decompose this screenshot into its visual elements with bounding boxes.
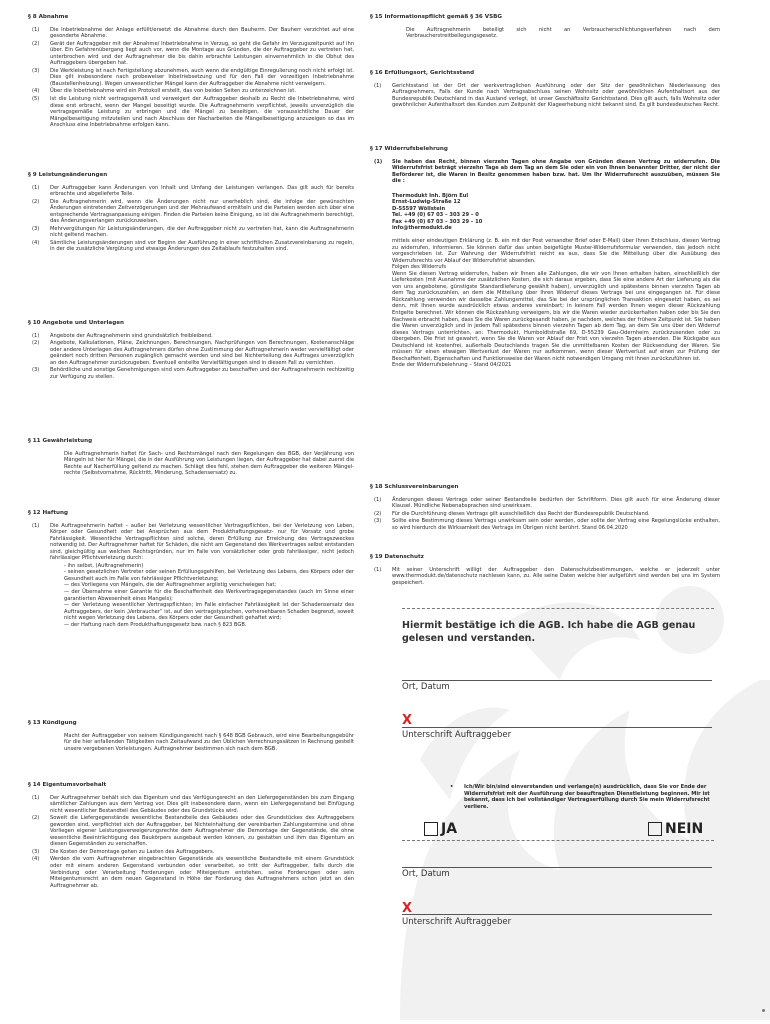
clause-number: (2) xyxy=(32,815,40,822)
clause-text: Der Auftraggeber kann Änderungen von Inhalt und Umfang der Leistungen verlangen. Das gilt auch für bereits erbrachte und abgelieferte Teile. xyxy=(50,184,354,198)
ja-option[interactable] xyxy=(424,822,457,836)
address-phone: Tel. +49 (0) 67 03 – 303 29 – 0 xyxy=(392,212,479,219)
section-title: § 15 Informationspflicht gemäß § 36 VSBG xyxy=(370,14,502,20)
page-dot xyxy=(762,1009,765,1012)
withdrawal-consequences-heading: Folgen des Widerrufs xyxy=(392,264,447,271)
clause-number: (2) xyxy=(32,340,40,347)
signature-line[interactable] xyxy=(402,727,712,728)
section-title: § 11 Gewährleistung xyxy=(28,438,93,444)
withdrawal-consequences-text: Wenn Sie diesen Vertrag widerrufen, haben wir Ihnen alle Zahlungen, die wir von Ihnen erhalten haben, einschließlich der Lieferkosten (mit Ausnahme der zusätzlichen Kosten, die sich daraus ergeben, dass Sie eine andere Art der Lieferung als die von uns angebotene, günstigste Standardlieferung gewählt haben), unverzüglich und spätestens binnen vierzehn Tagen ab dem Tag zurückzuzahlen, an dem die Mitteilung über Ihren Widerruf dieses Vertrags bei uns eingegangen ist. Für diese Rückzahlung verwenden wir dasselbe Zahlungsmittel, das Sie bei der ursprünglichen Transaktion eingesetzt haben, es sei denn, mit Ihnen wurde ausdrücklich etwas anderes vereinbart; in keinem Fall werden Ihnen wegen dieser Rückzahlung Entgelte berechnet. Wir können die Rückzahlung verweigern, bis wir die Waren wieder zurückerhalten haben oder bis Sie den Nachweis erbracht haben, dass Sie die Waren zurückgesandt haben, je nachdem, welches der frühere Zeitpunkt ist. Sie haben die Waren unverzüglich und in jedem Fall spätestens binnen vierzehn Tagen ab dem Tag, an dem Sie uns über den Widerruf dieses Vertrags unterrichten, an: Thermodukt, Humboldtstraße 69, D-55239 Gau-Odernheim zurückzusenden oder zu übergeben. Die Frist ist gewahrt, wenn Sie die Waren vor Ablauf der Frist von vierzehn Tagen absenden. Die Rückgabe aus Deutschland ist kostenfrei, außerhalb Deutschlands tragen Sie die unmittelbaren Kosten der Rücksendung der Waren. Sie müssen für einen etwaigen Wertverlust der Waren nur aufkommen, wenn dieser Wertverlust auf einen zur Prüfung der Beschaffenheit, Eigenschaften und Funktionsweise der Waren nicht notwendigen Umgang mit ihnen zurückzuführen ist. xyxy=(392,270,720,362)
withdrawal-intro: Sie haben das Recht, binnen vierzehn Tagen ohne Angabe von Gründen diesen Vertrag zu widerrufen. Die Widerrufsfrist beträgt vierzehn Tage ab dem Tag an dem Sie oder ein von Ihnen benannter Dritter, der nicht der Beförderer ist, die Waren in Besitz genommen haben bzw. hat. Um Ihr Widerrufsrecht auszuüben, müssen Sie die : xyxy=(392,158,720,185)
clause-text: Die Inbetriebnahme der Anlage erfüllt/ersetzt die Abnahme durch den Bauherrn. Der Bauherr verzichtet auf eine gesonderte Abnahme. xyxy=(50,26,354,40)
clause-number: (3) xyxy=(32,848,40,855)
section-16-gerichtsstand xyxy=(370,70,720,110)
clause-number: (1) xyxy=(32,794,40,801)
liability-line: — des Vorliegens von Mängeln, die der Auftragnehmer arglistig verschwiegen hat; xyxy=(64,582,277,589)
clause xyxy=(28,815,354,848)
section-10-angebote xyxy=(28,320,354,381)
liability-lines xyxy=(28,563,354,628)
clause xyxy=(28,856,354,889)
clause-number: (5) xyxy=(32,96,40,103)
section-text: Macht der Auftraggeber von seinem Kündigungsrecht nach § 648 BGB Gebrauch, wird eine Bearbeitungsgebühr für die hier anfallenden Tätigkeiten nach Zeitaufwand zu den Üblichen Verrechnungssätzen in Rechnung gestellt unsere vergebenen Vorleistungen. Auftragnehmer bestimmen sich nach dem BGB. xyxy=(64,732,354,752)
clause-text: Die Kosten der Demontage gehen zu Lasten des Auftraggebers. xyxy=(50,848,215,855)
section-text: Die Auftragnehmerin beteiligt sich nicht an Verbraucherschlichtungsverfahren nach dem Verbraucherstreitbeilegungsgesetz. xyxy=(406,26,720,40)
section-11-gewaehrleistung xyxy=(28,438,354,477)
clause-number: (3) xyxy=(32,225,40,232)
section-8-abnahme xyxy=(28,14,354,130)
signature-x-icon: X xyxy=(402,713,413,728)
withdrawal-end: Ende der Widerrufsbelehrung – Stand 04/2021 xyxy=(392,362,512,369)
ja-label: JA xyxy=(441,821,458,837)
section-18-schlussvereinbarungen xyxy=(370,484,720,532)
clause xyxy=(28,27,354,40)
withdrawal-body xyxy=(392,159,720,369)
clause xyxy=(28,199,354,225)
signature-line-2[interactable] xyxy=(402,914,712,915)
ort-datum-label-2: Ort, Datum xyxy=(402,869,450,879)
clause-text: Mit seiner Unterschrift willigt der Auftraggeber den Datenschutzbestimmungen, welche er jederzeit unter www.thermodukt.de/datenschutz nachlesen kann, zu. Alle seine Daten welche hier aufgeführt sind werden bei uns im System gespeichert. xyxy=(392,566,720,586)
address-fax: Fax +49 (0) 67 03 – 303 29 – 10 xyxy=(392,218,483,225)
clause xyxy=(28,88,354,95)
clause-text: Soweit die Liefergegenstände wesentliche Bestandteile des Gebäudes oder des Grundstückes des Auftraggebers geworden sind, verpflichtet sich der Auftraggeber, bei Nichteinhaltung der vereinbarten Zahlungstermine und ohne Vorliegen eigener Leistungsverweigerungsrechte dem Auftragnehmer die Demontage der Gegenstände, die ohne wesentliche Beeinträchtigung des Baukörpers ausgebaut werden können, zu gestatten und ihm das Eigentum an diesen Gegenständen zu verschaffen. xyxy=(50,815,354,848)
signature-label-2: Unterschrift Auftraggeber xyxy=(402,917,512,927)
clause-number: (1) xyxy=(374,496,382,503)
section-19-datenschutz xyxy=(370,554,720,587)
clause xyxy=(370,567,720,587)
clause-text: Sämtliche Leistungsänderungen sind vor Beginn der Ausführung in einer schriftlichen Zusatzvereinbarung zu regeln, in der die zusätzliche Vergütung und etwaige Änderungen des Zeitablaufs festzuhalten sind. xyxy=(50,239,354,253)
clause-number: (1) xyxy=(32,332,40,339)
section-title: § 14 Eigentumsvorbehalt xyxy=(28,782,107,788)
section-title: § 18 Schlussvereinbarungen xyxy=(370,484,459,490)
clause xyxy=(28,340,354,366)
clause-text: Die Werkleistung ist nach Fertigstellung abzunehmen, auch wenn die endgültige Einregulierung noch nicht erfolgt ist. Dies gilt insbesondere nach probeweiser Inbetriebsetzung und für den Fall der vorzeitigen Inbetriebnahme (Baustellenheizung). Wegen unwesentlicher Mängel kann der Auftraggeber die Abnahme nicht verweigern. xyxy=(50,67,354,87)
clause-text: Behördliche und sonstige Genehmigungen sind vom Auftraggeber zu beschaffen und der Auftragnehmerin rechtzeitig zur Verfügung zu stellen. xyxy=(50,367,354,380)
clause xyxy=(28,240,354,253)
clause-text: Gerät der Auftraggeber mit der Abnahme/ Inbetriebnahme in Verzug, so geht die Gefahr im Verzugszeitpunkt auf ihn über. Ein Gefahrenübergang liegt auch vor, wenn die Montage aus Gründen, die der Auftraggeber zu vertreten hat, unterbrochen wird und der Auftragnehmer die bis dahin erbrachte Leistungen einvernehmlich in die Obhut des Auftraggebers übergeben hat. xyxy=(50,40,354,67)
liability-line: - ihn selbst, (Auftragnehmerin) xyxy=(64,562,144,569)
clause xyxy=(28,226,354,239)
section-14-eigentumsvorbehalt xyxy=(28,782,354,890)
company-address xyxy=(392,193,720,232)
clause-number: (1) xyxy=(374,82,382,89)
signature-x-icon: X xyxy=(402,901,413,916)
clause-number: (2) xyxy=(32,40,40,47)
consent-statement xyxy=(450,784,710,810)
ort-datum-label: Ort, Datum xyxy=(402,682,450,692)
divider xyxy=(402,608,714,609)
clause-text: Sollte eine Bestimmung dieses Vertrags unwirksam sein oder werden, oder sollte der Vertrag eine Regelungslücke enthalten, so wird hierdurch die Wirksamkeit des Vertrags im Übrigen nicht berührt. Stand 06.04.2020 xyxy=(392,518,720,531)
clause-text: Gerichtsstand ist der Ort der werkvertraglichen Ausführung oder der Sitz der gewöhnlichen Niederlassung des Auftragnehmers, Falls der Kunde nach Vertragsabschluss seinen Wohnsitz oder gewöhnlichen Aufenthaltsort aus der Bundesrepublik Deutschland in das Ausland verlegt, ist unser Geschäftssitz Gerichtsstand. Dies gilt auch, falls Wohnsitz oder gewöhnlicher Aufenthaltsort des Kunden zum Zeitpunkt der Klageerhebung nicht bekannt sind. Es gilt bundesdeutsches Recht. xyxy=(392,82,720,109)
ort-datum-line-2[interactable] xyxy=(402,867,712,868)
liability-line: — der Verletzung wesentlicher Vertragspflichten; im Falle einfacher Fahrlässigkeit ist der Schadensersatz des Auftraggebers, der kein „Verbraucher“ ist, auf den vertragstypischen, vorhersehbaren Schaden begrenzt, soweit nicht wegen Verletzung des Lebens, des Körpers oder der Gesundheit gehaftet wird; xyxy=(64,602,354,622)
liability-line: — der Haftung nach dem Produkthaftungsgesetz bzw. nach § 823 BGB. xyxy=(64,621,247,628)
section-title: § 8 Abnahme xyxy=(28,14,69,20)
clause-number: (4) xyxy=(32,88,40,95)
clause-number: (4) xyxy=(32,856,40,863)
section-12-haftung xyxy=(28,510,354,628)
consent-text: Ich/Wir bin/sind einverstanden und verlange(n) ausdrücklich, dass Sie vor Ende der Widerrufsfrist mit der Ausführung der beauftragten Dienstleistung beginnen. Mir ist bekannt, dass ich bei vollständiger Vertragserfüllung durch Sie mein Widerrufsrecht verliere. xyxy=(464,784,710,810)
clause-text: Für die Durchführung dieses Vertrags gilt ausschließlich das Recht der Bundesrepublik Deutschland. xyxy=(392,510,650,517)
clause-text: Über die Inbetriebnahme wird ein Protokoll erstellt, das von beiden Seiten zu unterzeichnen ist. xyxy=(50,88,296,95)
clause-number: (3) xyxy=(32,367,40,374)
ort-datum-line[interactable] xyxy=(402,680,712,681)
clause-number: (1) xyxy=(32,522,40,529)
clause-number: (1) xyxy=(32,184,40,191)
clause xyxy=(370,518,720,531)
section-title: § 17 Widerrufsbelehrung xyxy=(370,146,448,152)
clause xyxy=(28,96,354,129)
liability-line: — der Übernahme einer Garantie für die Beschaffenheit des Werkvertragsgegenstandes (auch im Sinne einer garantierten Abwesenheit eines Mangels); xyxy=(64,589,354,602)
section-title: § 12 Haftung xyxy=(28,510,69,516)
clause-number: (1) xyxy=(374,158,383,165)
clause-text: Werden die vom Auftragnehmer eingebrachten Gegenstände als wesentliche Bestandteile mit einem Grundstück oder mit einem anderen Gegenstand verbunden oder verarbeitet, so tritt der Auftraggeber, falls durch die Verbindung oder Verarbeitung Forderungen oder Miteigentum entstehen, seine Forderungen oder sein Miteigentumsrecht an dem neuen Gegenstand in Höhe der Forderung des Auftragnehmers schon jetzt an den Auftragnehmer ab. xyxy=(50,856,354,889)
clause-text: Die Auftragnehmerin wird, wenn die Änderungen nicht nur unerheblich sind, die infolge der gewünschten Änderungen eintretenden Zeitverzögerungen und der Mehraufwand ermitteln und die Parteien werden sich über eine entsprechende Vertragsanpassung einigen. Finden die Parteien keine Einigung, so ist die Auftragnehmerin berechtigt, das Änderungsverlangen zurückzuweisen. xyxy=(50,198,354,225)
address-line: D-55597 Wöllstein xyxy=(392,205,446,212)
liability-line: - seinen gesetzlichen Vertreter oder seinen Erfüllungsgehilfen, bei Verletzung des Lebens, des Körpers oder der Gesundheit auch im Falle von fahrlässiger Pflichtverletzung; xyxy=(64,569,354,582)
address-email: info@thermodukt.de xyxy=(392,225,452,232)
clause-number: (4) xyxy=(32,239,40,246)
section-title: § 10 Angebote und Unterlagen xyxy=(28,320,124,326)
clause-text: Angebote der Auftragnehmerin sind grundsätzlich freibleibend. xyxy=(50,332,213,339)
agb-confirmation: Hiermit bestätige ich die AGB. Ich habe die AGB genau gelesen und verstanden. xyxy=(402,620,696,644)
clause-text: Änderungen dieses Vertrags oder seiner Bestandteile bedürfen der Schriftform. Dies gilt auch für eine Änderung dieser Klausel. Mündliche Nebenabsprachen sind unwirksam. xyxy=(392,496,720,510)
nein-option[interactable] xyxy=(648,822,703,836)
clause-number: (1) xyxy=(32,26,40,33)
clause xyxy=(28,367,354,380)
bullet-icon: • xyxy=(450,784,454,790)
clause xyxy=(28,41,354,67)
nein-label: NEIN xyxy=(665,821,704,837)
clause-number: (1) xyxy=(374,566,382,573)
ja-checkbox[interactable] xyxy=(424,822,438,836)
section-title: § 13 Kündigung xyxy=(28,720,77,726)
section-17-widerrufsbelehrung xyxy=(370,146,720,370)
clause-text: Ist die Leistung nicht vertragsgemäß und verweigert der Auftraggeber deshalb zu Recht die Inbetriebnahme, wird diese erst erbracht, wenn der Mangel beseitigt wurde. Die Auftragnehmerin verpflichtet, jeweils unverzüglich die vertragsgemäße Leistung zu erbringen und die Mängel zu beseitigen, die voraussichtliche Dauer der Mängelbeseitigung mitzuteilen und nach Abschluss der Nacharbeiten die Mängelbeseitigung anzuzeigen so das im Anschluss eine Inbetriebnahme erfolgen kann. xyxy=(50,96,354,129)
clause-text: Angebote, Kalkulationen, Pläne, Zeichnungen, Berechnungen, Nachprüfungen von Berechnungen, Kostenanschläge oder andere Unterlagen des Auftragnehmers dürfen ohne Zustimmung der Auftragnehmerin weder vervielfältigt oder geändert noch dritten Personen zugänglich gemacht werden und sind bei Nichterteilung des Auftrages unverzüglich an den Auftragnehmer zurückzugeben. Eventuell erstellte Vervielfältigungen sind in diesem Fall zu vernichten. xyxy=(50,340,354,366)
clause xyxy=(28,849,354,856)
clause xyxy=(370,83,720,109)
clause xyxy=(370,497,720,510)
clause-number: (2) xyxy=(374,510,382,517)
section-13-kuendigung xyxy=(28,720,354,752)
address-line: Thermodukt Inh. Björn Eul xyxy=(392,192,469,199)
clause-number: (3) xyxy=(374,518,382,525)
section-title: § 9 Leistungsänderungen xyxy=(28,172,108,178)
clause xyxy=(370,511,720,518)
section-title: § 16 Erfüllungsort, Gerichtsstand xyxy=(370,70,475,76)
clause xyxy=(28,68,354,88)
section-9-leistungsaenderungen xyxy=(28,172,354,254)
signature-label: Unterschrift Auftraggeber xyxy=(402,730,512,740)
clause xyxy=(370,159,720,369)
clause-text: Die Auftragnehmerin haftet – außer bei Verletzung wesentlicher Vertragspflichten, bei der Verletzung von Leben, Körper oder Gesundheit oder bei Ansprüchen aus dem Produkthaftungsgesetz- nur für Vorsatz und grobe Fahrlässigkeit. Wesentliche Vertragspflichten sind solche, deren Erfüllung zur Erreichung des Vertragszweckes notwendig ist. Der Auftragnehmer haftet für Schäden, die nicht am Gegenstand des Werkvertrages selbst entstanden sind, gleichgültig aus welchen Rechtsgründen, nur im Falle von vorsätzlicher oder grob fahrlässiger, nicht jedoch fahrlässiger Pflichtverletzung durch: xyxy=(50,522,354,562)
nein-checkbox[interactable] xyxy=(648,822,662,836)
clause-number: (3) xyxy=(32,67,40,74)
clause xyxy=(28,333,354,340)
clause-number: (2) xyxy=(32,198,40,205)
withdrawal-paragraph: mittels einer eindeutigen Erklärung (z. B. ein mit der Post versandter Brief oder E-Mail) über Ihren Entschluss, diesen Vertrag zu widerrufen, informieren. Sie können dafür das unten beigefügte Muster-Widerrufsformular verwenden, das jedoch nicht vorgeschrieben ist. Zur Wahrung der Widerrufsfrist reicht es aus, dass Sie die Mitteilung über die Ausübung des Widerrufsrechts vor Ablauf der Widerrufsfrist absenden. xyxy=(392,238,720,264)
clause-text: Mehrvergütungen für Leistungsänderungen, die der Auftraggeber nicht zu vertreten hat, kann die Auftragnehmerin nicht geltend machen. xyxy=(50,225,354,239)
section-15-informationspflicht xyxy=(370,14,720,40)
section-text: Die Auftragnehmerin haftet für Sach- und Rechtsmängel nach den Regelungen des BGB, der Verjährung von Mängeln ist hier für Mängel, die in der Ausführung von Leistungen liegen, der Auftraggeber hat dabei zuerst die Rechte auf Nacherfüllung geltend zu machen. Schlägt dies fehl, stehen dem Auftraggeber die weiteren Mängel- rechte (Selbstvornahme, Rücktritt, Minderung, Schadensersatz) zu. xyxy=(64,450,354,477)
address-line: Ernst-Ludwig-Straße 12 xyxy=(392,199,461,206)
clause-text: Der Auftragnehmer behält sich das Eigentum und das Verfügungsrecht an den Liefergegenständen bis zum Eingang sämtlicher Zahlungen aus dem Vertrag vor. Dies gilt insbesondere dann, wenn ein Liefergegenstand bei Einfügung nicht wesentlicher Bestandteil des Gebäudes oder des Grundstücks wird. xyxy=(50,794,354,814)
clause xyxy=(28,185,354,198)
clause xyxy=(28,795,354,815)
section-title: § 19 Datenschutz xyxy=(370,554,424,560)
divider xyxy=(402,840,714,841)
clause xyxy=(28,523,354,562)
